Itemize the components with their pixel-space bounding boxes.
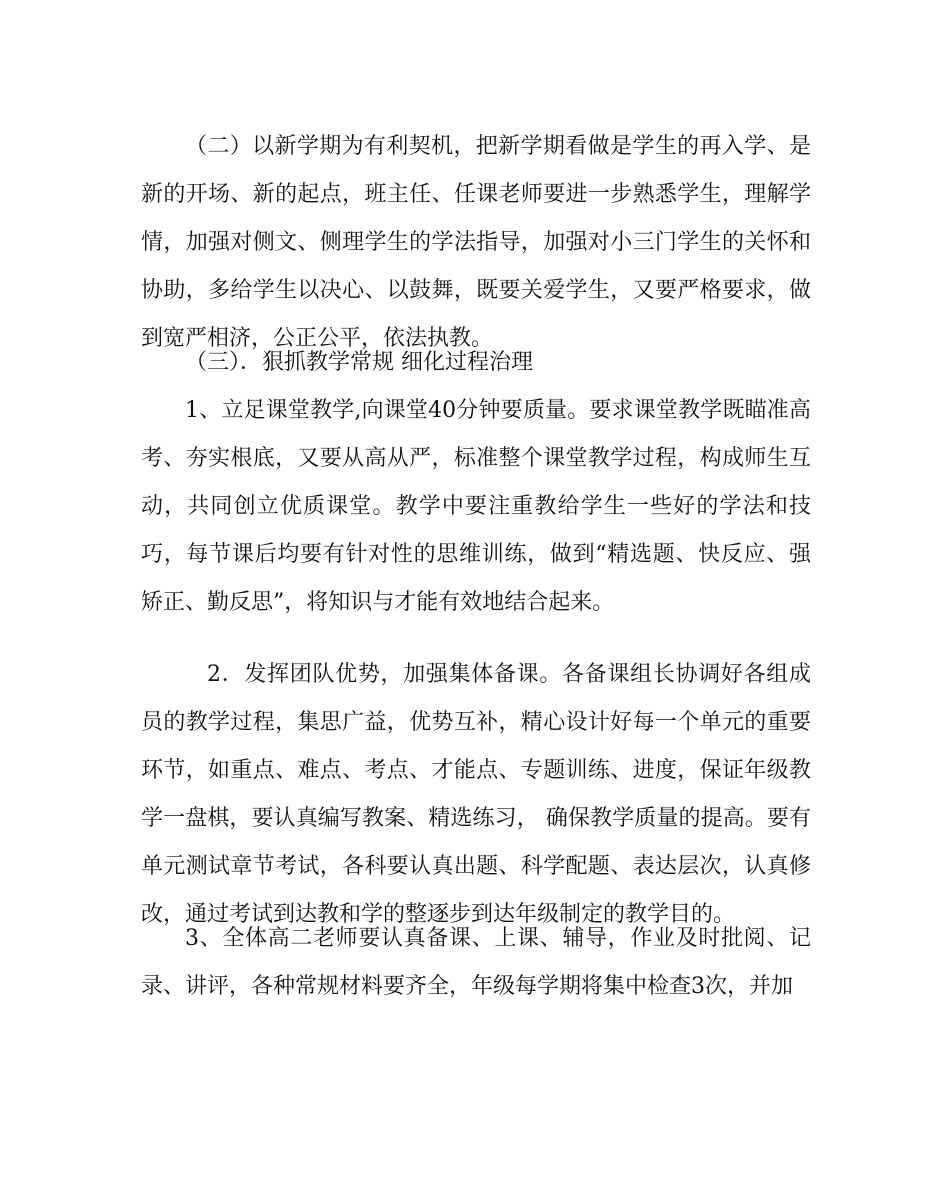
paragraph-new-semester: （二）以新学期为有利契机，把新学期看做是学生的再入学、是新的开场、新的起点，班主任、任课老师要进一步熟悉学生，理解学情，加强对侧文、侧理学生的学法指导，加强对小三门学生的关怀和协助，多给学生以决心、以鼓舞，既要关爱学生，又要严格要求，做到宽严相济，公正公平，依法执教。 (141, 134, 811, 351)
paragraph-teacher-duties: 3、全体高二老师要认真备课、上课、辅导，作业及时批阅、记录、讲评，各种常规材料要齐全，年级每学期将集中检查3次，并加 (141, 926, 811, 999)
paragraph-collective-lesson-prep: 2．发挥团队优势，加强集体备课。各备课组长协调好各组成员的教学过程，集思广益，优势互补，精心设计好每一个单元的重要环节，如重点、难点、考点、才能点、专题训练、进度，保证年级教学一盘棋，要认真编写教案、精选练习， 确保教学质量的提高。要有单元测试章节考试，各科要认真出题、科学配题、表达层次，认真修改，通过考试到达教和学的整逐步到达年级制定的教学目的。 (141, 662, 811, 927)
paragraph-classroom-teaching: 1、立足课堂教学,向课堂40分钟要质量。要求课堂教学既瞄准高考、夯实根底，又要从高从严，标准整个课堂教学过程，构成师生互动，共同创立优质课堂。教学中要注重教给学生一些好的学法和技巧，每节课后均要有针对性的思维训练，做到“精选题、快反应、强矫正、勤反思”，将知识与才能有效地结合起来。 (141, 398, 811, 615)
section-heading-teaching-routine: （三）．狠抓教学常规 细化过程治理 (185, 350, 533, 375)
